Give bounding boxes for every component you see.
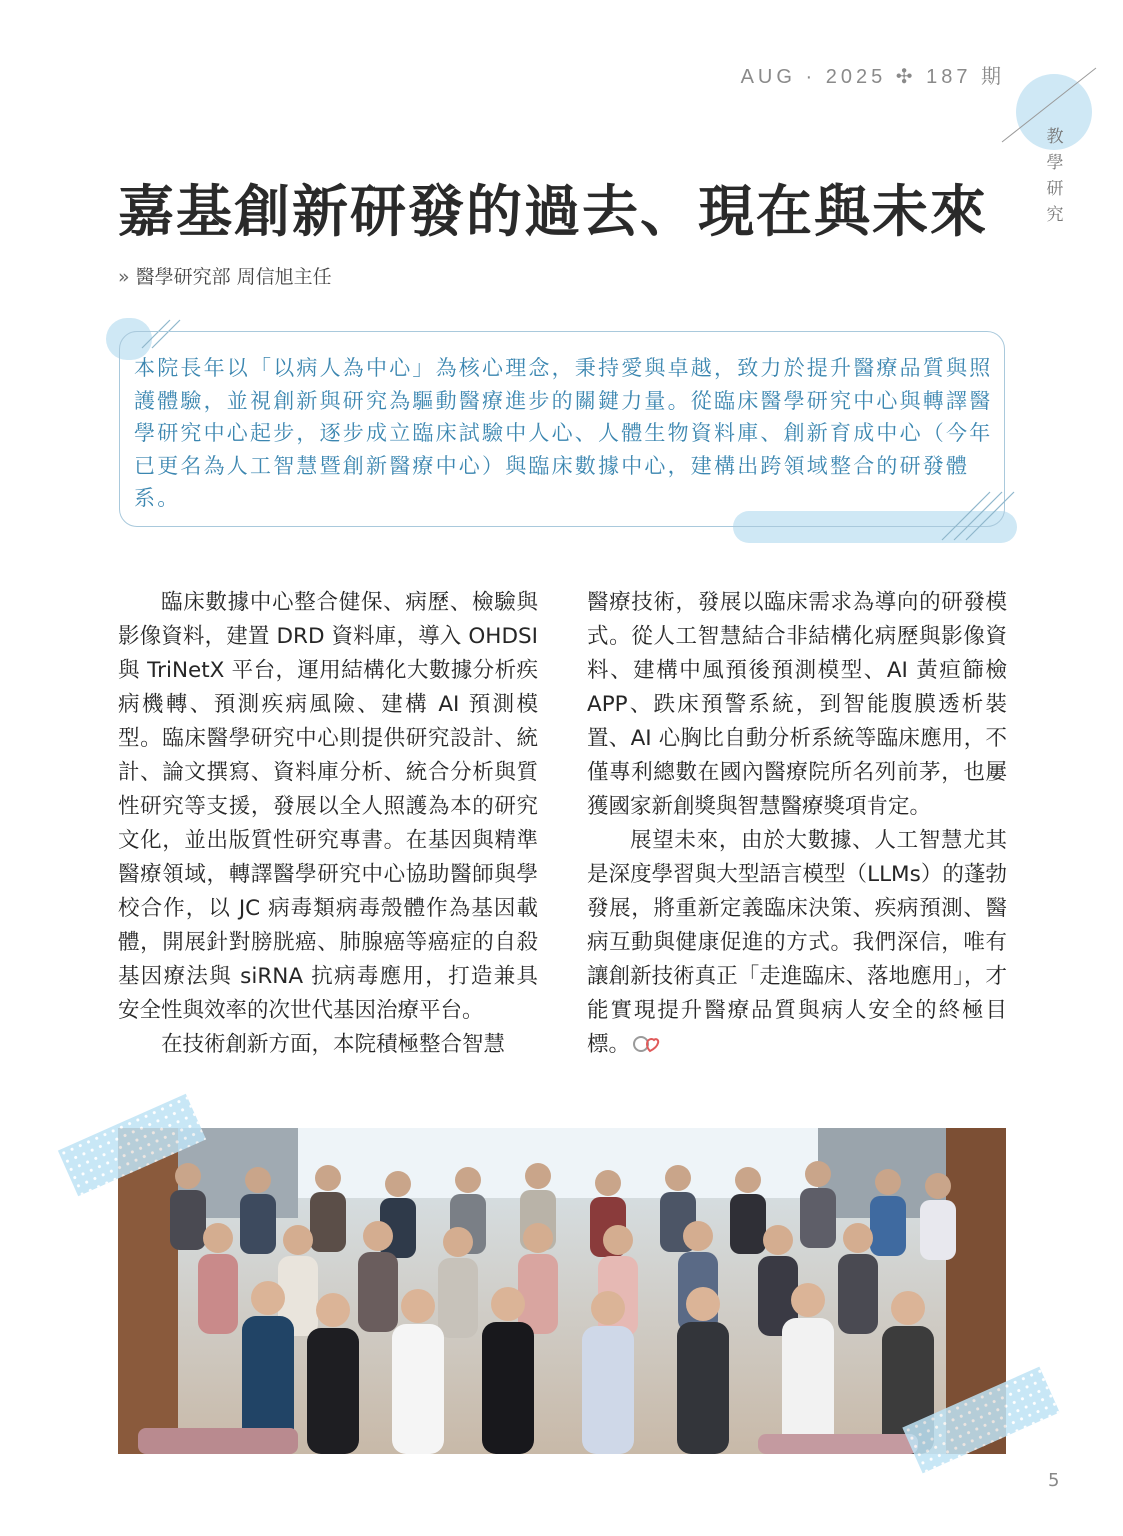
body-paragraph: 臨床數據中心整合健保、病歷、檢驗與影像資料，建置 DRD 資料庫，導入 OHDSI 與 TriNetX 平台，運用結構化大數據分析疾病機轉、預測疾病風險、建構 AI 預測模型。臨床醫學研究中心則提供研究設計、統計、論文撰寫、資料庫分析、統合分析與質性研究等支援，發展以全人照護為本的研究文化，並出版質性研究專書。在基因與精準醫療領域，轉譯醫學研究中心協助醫師與學校合作，以 JC 病毒類病毒殼體作為基因載體，開展針對膀胱癌、肺腺癌等癌症的自殺基因療法與 siRNA 抗病毒應用，打造兼具安全性與效率的次世代基因治療平台。	[118, 590, 538, 1023]
section-tag-char: 教	[1046, 127, 1064, 147]
issue-label: AUG · 2025 ✣ 187 期	[740, 66, 1005, 88]
byline-marker: »	[118, 266, 130, 288]
group-photo	[118, 1128, 1006, 1454]
section-tag	[1045, 124, 1065, 228]
body-paragraph	[587, 824, 1007, 1062]
group-photo-icon	[118, 1128, 1006, 1454]
hospital-logo-icon	[632, 1035, 660, 1053]
body-paragraph: 醫療技術，發展以臨床需求為導向的研發模式。從人工智慧結合非結構化病歷與影像資料、建構中風預後預測模型、AI 黃疸篩檢 APP、跌床預警系統，到智能腹膜透析裝置、AI 心胸比自動分析系統等臨床應用，不僅專利總數在國內醫療院所名列前茅，也屢獲國家新創獎與智慧醫療獎項肯定。	[587, 590, 1007, 819]
abstract-text: 本院長年以「以病人為中心」為核心理念，秉持愛與卓越，致力於提升醫療品質與照護體驗，並視創新與研究為驅動醫療進步的關鍵力量。從臨床醫學研究中心與轉譯醫學研究中心起步，逐步成立臨床試驗中人心、人體生物資料庫、創新育成中心（今年已更名為人工智慧暨創新醫療中心）與臨床數據中心，建構出跨領域整合的研發體系。	[134, 356, 993, 510]
section-tag-char: 究	[1046, 205, 1064, 225]
section-tag-char: 研	[1046, 179, 1064, 199]
body-paragraph: 在技術創新方面，本院積極整合智慧	[161, 1032, 506, 1057]
body-column-left	[118, 586, 538, 1062]
section-tag-char: 學	[1046, 153, 1064, 173]
byline-author: 醫學研究部 周信旭主任	[135, 266, 332, 288]
page-number: 5	[1048, 1470, 1060, 1491]
body-paragraph-text: 展望未來，由於大數據、人工智慧尤其是深度學習與大型語言模型（LLMs）的蓬勃發展，將重新定義臨床決策、疾病預測、醫病互動與健康促進的方式。我們深信，唯有讓創新技術真正「走進臨床、落地應用」，才能實現提升醫療品質與病人安全的終極目標。	[587, 828, 1007, 1057]
article-title: 嘉基創新研發的過去、現在與未來	[118, 179, 988, 245]
body-column-right	[587, 586, 1007, 1062]
byline	[118, 262, 332, 289]
